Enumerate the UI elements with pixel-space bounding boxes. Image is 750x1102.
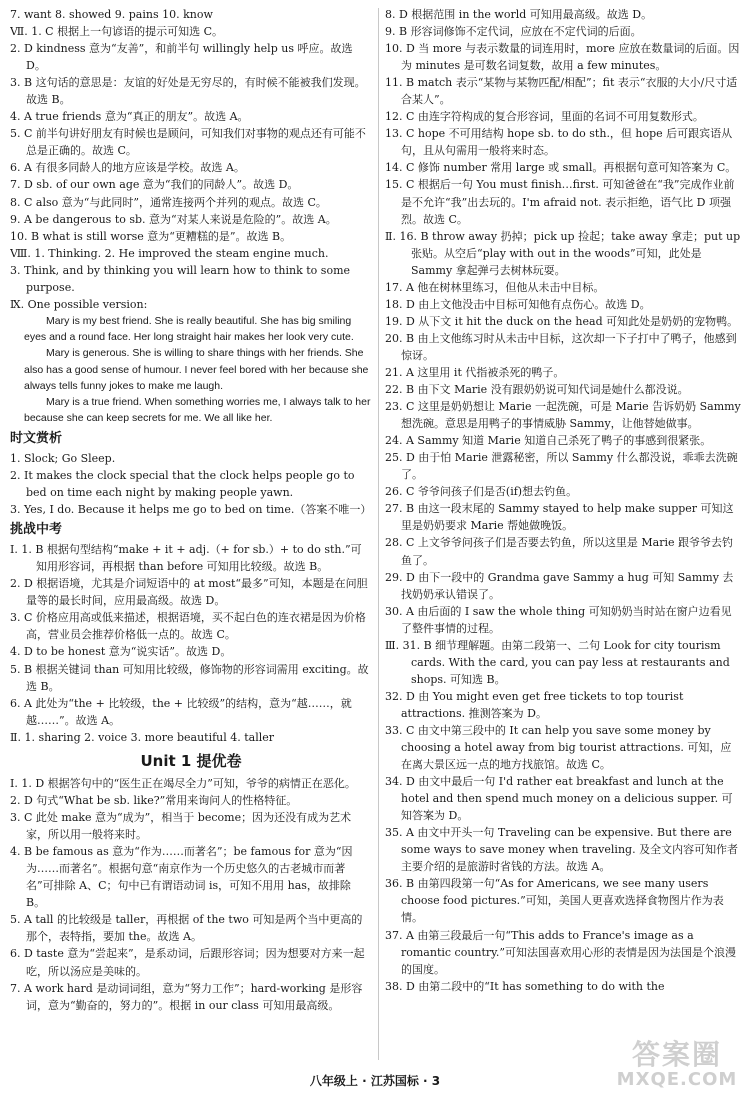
watermark-logo xyxy=(612,1040,742,1098)
answer-line: 1. Slock; Go Sleep. xyxy=(10,451,116,465)
answer-line: 15. C 根据后一句 You must finish…first. 可知爸爸在“我”完成作业前是不允许“我”出去玩的。I'm afraid not. 表示拒绝，语气比 D 项强烈。故选 C。 xyxy=(385,178,735,226)
section-answer-line: Ⅱ. 1. sharing 2. voice 3. more beautiful 4. taller xyxy=(10,730,275,744)
answer-line: 2. D 根据语境，尤其是介词短语中的 at most“最多”可知，本题是在问胆量等的最长时间，应用最高级。故选 D。 xyxy=(10,577,368,608)
answer-line: 4. A true friends 意为“真正的朋友”。故选 A。 xyxy=(10,110,249,124)
answer-line: 38. D 由第二段中的“It has something to do with the xyxy=(385,979,665,993)
answer-line: 8. D 根据范围 in the world 可知用最高级。故选 D。 xyxy=(385,8,653,21)
answer-line: 34. D 由文中最后一句 I'd rather eat breakfast and lunch at the hotel and then spend much money on a delicious supper. 可知答案为 D。 xyxy=(385,775,733,823)
answer-line: 5. C 前半句讲好朋友有时候也是顾问，可知我们对事物的观点还有可能不总是正确的。故选 C。 xyxy=(10,127,366,158)
answer-line: 3. Yes, I do. Because it helps me go to bed on time.（答案不唯一） xyxy=(10,502,372,516)
answer-line: 8. C also 意为“与此同时”，通常连接两个并列的观点。故选 C。 xyxy=(10,195,327,209)
answer-line: 13. C hope 不可用结构 hope sb. to do sth.，但 hope 后可跟宾语从句，且从句需用一般将来时态。 xyxy=(385,127,733,158)
section-answer-line: Ⅱ. 16. B throw away 扔掉；pick up 捡起；take away 拿走；put up 张贴。从空后“play with out in the woods”可知，此处是 Sammy 拿起弹弓去树林玩耍。 xyxy=(385,229,741,277)
watermark-cn: 答案圈 xyxy=(631,1038,722,1071)
answer-line: 11. B match 表示“某物与某物匹配/相配”；fit 表示“衣服的大小/尺寸适合某人”。 xyxy=(385,76,738,107)
answer-line: 4. D to be honest 意为“说实话”。故选 D。 xyxy=(10,645,232,659)
essay-paragraph: Mary is a true friend. When something worries me, I always talk to her because she can keep secrets for me. We all like her. xyxy=(24,396,371,425)
section-answer-line: Ⅲ. 31. B 细节理解题。由第二段第一、二句 Look for city tourism cards. With the card, you can pay less at restaurants and shops. 可知选 B。 xyxy=(385,638,730,686)
answer-line: 3. C 此处 make 意为“成为”，相当于 become；因为还没有成为艺术家，所以用一般将来时。 xyxy=(10,811,352,842)
answer-line: 5. A tall 的比较级是 taller，再根据 of the two 可知是两个当中更高的那个，表特指，要加 the。故选 A。 xyxy=(10,913,363,944)
answer-line: 37. A 由第三段最后一句“This adds to France's image as a romantic country.”可知法国喜欢用心形的表情是因为法国是个浪漫的国度。 xyxy=(385,928,737,976)
section-heading: 时文赏析 xyxy=(10,430,63,446)
answer-line: 25. D 由于怕 Marie 泄露秘密，所以 Sammy 什么都没说，乖乖去洗碗了。 xyxy=(385,451,738,482)
answer-line: 3. C 价格应用高或低来描述，根据语境，买不起白色的连衣裙是因为价格高，营业员会推荐价格低一点的。故选 C。 xyxy=(10,611,366,642)
right-column xyxy=(385,6,741,1066)
answer-line: 3. B 这句话的意思是：友谊的好处是无穷尽的，有时候不能被我们发现。故选 B。 xyxy=(10,76,366,107)
answer-line: 14. C 修饰 number 常用 large 或 small。再根据句意可知答案为 C。 xyxy=(385,161,737,175)
answer-line: 9. A be dangerous to sb. 意为“对某人来说是危险的”。故选 A。 xyxy=(10,212,337,226)
unit-heading: Unit 1 提优卷 xyxy=(140,751,242,770)
section-answer-line: Ⅷ. 1. Thinking. 2. He improved the steam engine much. xyxy=(10,246,329,260)
answer-line: 2. It makes the clock special that the clock helps people go to bed on time each night by making people yawn. xyxy=(10,468,355,499)
answer-line: 36. B 由第四段第一句“As for Americans, we see many users choose food pictures.”可知，美国人更喜欢选择食物图片作为表情。 xyxy=(385,877,724,925)
left-column xyxy=(10,6,372,1066)
watermark-en: MXQE.COM xyxy=(616,1069,738,1090)
answer-line: 28. C 上文爷爷问孩子们是否要去钓鱼，所以这里是 Marie 跟爷爷去钓鱼了。 xyxy=(385,536,734,567)
answer-line: 7. D sb. of our own age 意为“我们的同龄人”。故选 D。 xyxy=(10,178,299,192)
page-footer: 八年级上 · 江苏国标 · 3 xyxy=(309,1074,441,1088)
answer-line: 32. D 由 You might even get free tickets to top tourist attractions. 推测答案为 D。 xyxy=(385,689,684,720)
answer-line: 26. C 爷爷问孩子们是否(if)想去钓鱼。 xyxy=(385,485,578,499)
section-answer-line: Ⅰ. 1. D 根据答句中的“医生正在竭尽全力”可知，爷爷的病情正在恶化。 xyxy=(10,776,356,790)
answer-line: 19. D 从下文 it hit the duck on the head 可知此处是奶奶的宠物鸭。 xyxy=(385,314,739,328)
answer-line: 2. D 句式“What be sb. like?”常用来询问人的性格特征。 xyxy=(10,794,298,808)
section-answer-line: Ⅰ. 1. B 根据句型结构“make + it + adj.（+ for sb.）+ to do sth.”可知用形容词，再根据 than before 可知用比较级。故选 B。 xyxy=(10,543,362,574)
answer-line: 12. C 由连字符构成的复合形容词，里面的名词不可用复数形式。 xyxy=(385,110,704,124)
answer-line: 3. Think, and by thinking you will learn how to think to some purpose. xyxy=(10,263,351,294)
answer-line: 6. A 有很多同龄人的地方应该是学校。故选 A。 xyxy=(10,161,245,175)
answer-line: 6. A 此处为“the + 比较级，the + 比较级”的结构，意为“越……，就越……”。故选 A。 xyxy=(10,696,352,727)
essay-paragraph: Mary is my best friend. She is really beautiful. She has big smiling eyes and a round face. Her long straight hair makes her look very cute. xyxy=(24,314,354,344)
answer-line: 9. B 形容词修饰不定代词，应放在不定代词的后面。 xyxy=(385,25,642,39)
answer-line: 7. A work hard 是动词词组，意为“努力工作”；hard-working 是形容词，意为“勤奋的，努力的”。根据 in our class 可知用最高级。 xyxy=(10,981,363,1012)
answer-line: 6. D taste 意为“尝起来”，是系动词，后跟形容词；因为想要对方来一起吃，所以汤应是美味的。 xyxy=(10,947,365,978)
answer-line: 20. B 由上文他练习时从未击中目标，这次却一下子打中了鸭子，他感到惊讶。 xyxy=(385,331,737,362)
essay-paragraph: Mary is generous. She is willing to share things with her friends. She also has a good sense of humour. I never feel bored with her because she always tells funny jokes to make me laugh. xyxy=(24,347,369,392)
answer-line: 24. A Sammy 知道 Marie 知道自己杀死了鸭子的事感到很紧张。 xyxy=(385,434,712,448)
answer-line: 5. B 根据关键词 than 可知用比较级，修饰物的形容词需用 exciting。故选 B。 xyxy=(10,662,369,693)
answer-line: 4. B be famous as 意为“作为……而著名”；be famous for 意为“因为……而著名”。根据句意“南京作为一个历史悠久的古老城市而著名”可排除 A、C；句中已有谓语动词 is，可知不用用 has，故排除 B。 xyxy=(10,845,353,910)
answer-line: 18. D 由上文他没击中目标可知他有点伤心。故选 D。 xyxy=(385,297,651,311)
answer-line: 17. A 他在树林里练习，但他从未击中目标。 xyxy=(385,280,605,294)
answer-line: 30. A 由后面的 I saw the whole thing 可知奶奶当时站在窗户边看见了整件事情的过程。 xyxy=(385,604,732,635)
answer-line: 23. C 这里是奶奶想让 Marie 一起洗碗，可是 Marie 告诉奶奶 Sammy 想洗碗。意思是用鸭子的事情威胁 Sammy，让他替她做事。 xyxy=(385,400,741,431)
section-answer-line: Ⅸ. One possible version: xyxy=(10,297,148,311)
answer-line: 2. D kindness 意为“友善”，和前半句 willingly help us 呼应。故选 D。 xyxy=(10,42,353,73)
answer-line: 29. D 由下一段中的 Grandma gave Sammy a hug 可知 Sammy 去找奶奶承认错误了。 xyxy=(385,570,734,601)
answer-line: 10. D 当 more 与表示数量的词连用时，more 应放在数量词的后面。因为 minutes 是可数名词复数，故用 a few minutes。 xyxy=(385,42,740,73)
answer-line: 10. B what is still worse 意为“更糟糕的是”。故选 B。 xyxy=(10,229,292,243)
column-divider xyxy=(378,8,379,1060)
answer-line: 22. B 由下文 Marie 没有跟奶奶说可知代词是她什么都没说。 xyxy=(385,383,689,397)
answer-line: 35. A 由文中开头一句 Traveling can be expensive. But there are some ways to save money when traveling. 及全文内容可知作者主要介绍的是旅游时省钱的方法。故选 A。 xyxy=(385,826,739,874)
section-heading: 挑战中考 xyxy=(10,522,63,538)
answer-line: 27. B 由这一段末尾的 Sammy stayed to help make supper 可知这里是奶奶要求 Marie 帮她做晚饭。 xyxy=(385,502,734,533)
answer-line: 33. C 由文中第三段中的 It can help you save some money by choosing a hotel away from big tourist attractions. 可知，应在离大景区远一点的地方找旅馆。故选 C。 xyxy=(385,723,732,772)
answer-line: 7. want 8. showed 9. pains 10. know xyxy=(10,8,213,21)
section-answer-line: Ⅶ. 1. C 根据上一句谚语的提示可知选 C。 xyxy=(10,25,224,39)
answer-line: 21. A 这里用 it 代指被杀死的鸭子。 xyxy=(385,365,565,379)
